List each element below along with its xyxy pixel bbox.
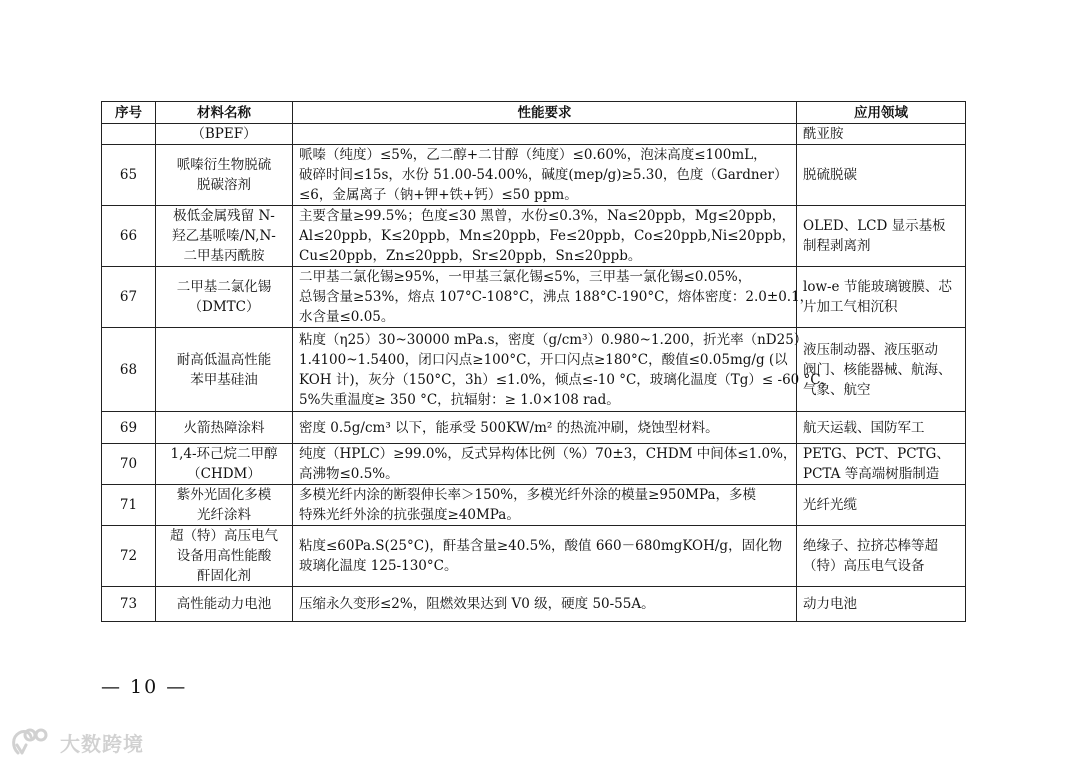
cell-application-line: 制程剥离剂 bbox=[803, 238, 871, 254]
cell-application-line: 航天运载、国防军工 bbox=[803, 419, 925, 436]
cell-performance bbox=[293, 526, 797, 587]
cell-material-name-line: 哌嗪衍生物脱硫 bbox=[176, 157, 272, 173]
cell-performance-line: 哌嗪（纯度）≤5%，乙二醇+二甘醇（纯度）≤0.60%，泡沫高度≤100mL， bbox=[299, 147, 767, 163]
cell-application-line: 绝缘子、拉挤芯棒等超 bbox=[803, 538, 938, 554]
cell-material-name bbox=[156, 485, 293, 526]
cell-application bbox=[797, 124, 966, 145]
cell-performance-line: 1.4100~1.5400，闭口闪点≥100°C，开口闪点≥180°C，酸值≤0.05mg/g (以 bbox=[299, 351, 788, 368]
table-header-row bbox=[102, 102, 966, 124]
cell-material-name bbox=[156, 587, 293, 622]
cell-material-name-line: 羟乙基哌嗪/N,N- bbox=[172, 228, 276, 244]
cell-application-line: PETG、PCT、PCTG、 bbox=[803, 446, 950, 462]
cell-performance-line: 总锡含量≥53%，熔点 107°C-108°C，沸点 188°C-190°C，熔体密度：2.0±0.1， bbox=[299, 289, 814, 305]
cell-performance-line: 纯度（HPLC）≥99.0%，反式异构体比例（%）70±3，CHDM 中间体≤1.0%， bbox=[299, 446, 797, 462]
logo-icon bbox=[10, 727, 54, 757]
cell-material-name-line: （CHDM） bbox=[187, 466, 261, 482]
cell-performance-line: KOH 计)，灰分（150°C，3h）≤1.0%，倾点≤-10 °C，玻璃化温度（Tg）≤ -60 °C， bbox=[299, 371, 835, 388]
cell-material-name-line: 1,4-环己烷二甲醇 bbox=[170, 446, 278, 462]
cell-index: 71 bbox=[102, 485, 156, 526]
cell-performance-line: 5%失重温度≥ 350 °C，抗辐射：≥ 1.0×108 rad。 bbox=[299, 391, 620, 408]
cell-material-name bbox=[156, 267, 293, 328]
cell-application-line: OLED、LCD 显示基板 bbox=[803, 218, 946, 234]
cell-application-line: 液压制动器、液压驱动 bbox=[803, 341, 938, 358]
cell-application-line: 阀门、核能器械、航海、 bbox=[803, 361, 952, 378]
cell-performance bbox=[293, 124, 797, 145]
cell-performance-line: 高沸物≤0.5%。 bbox=[299, 466, 399, 482]
cell-material-name bbox=[156, 328, 293, 412]
cell-index: 65 bbox=[102, 145, 156, 206]
cell-material-name-line: 火箭热障涂料 bbox=[183, 419, 265, 436]
cell-performance-line: 主要含量≥99.5%；色度≤30 黑曾，水份≤0.3%，Na≤20ppb，Mg≤20ppb， bbox=[299, 208, 786, 224]
table-row bbox=[102, 124, 966, 145]
cell-performance bbox=[293, 267, 814, 328]
cell-material-name-line: 二甲基丙酰胺 bbox=[183, 248, 265, 264]
cell-application-line: （特）高压电气设备 bbox=[803, 558, 925, 574]
table-row bbox=[102, 412, 966, 444]
cell-application bbox=[797, 328, 966, 412]
cell-application-line: 动力电池 bbox=[803, 596, 857, 612]
cell-index bbox=[102, 124, 156, 145]
watermark bbox=[10, 726, 144, 758]
header-application: 应用领域 bbox=[797, 102, 966, 124]
header-performance: 性能要求 bbox=[293, 102, 797, 124]
cell-material-name-line: 超（特）高压电气 bbox=[170, 528, 278, 544]
cell-application bbox=[797, 526, 966, 587]
cell-performance bbox=[293, 328, 835, 412]
cell-performance-line: 粘度（η25）30~30000 mPa.s，密度（g/cm³）0.980~1.200，折光率（nD25） bbox=[299, 331, 808, 348]
table-row bbox=[102, 328, 966, 412]
cell-material-name-line: 光纤涂料 bbox=[197, 507, 251, 523]
cell-performance bbox=[293, 485, 797, 526]
cell-material-name-line: 二甲基二氯化锡 bbox=[176, 279, 272, 295]
cell-material-name-line: （BPEF） bbox=[191, 126, 257, 142]
cell-material-name-line: 酐固化剂 bbox=[197, 568, 251, 584]
cell-application-line: 酰亚胺 bbox=[803, 126, 844, 142]
cell-material-name bbox=[156, 145, 293, 206]
table-row bbox=[102, 267, 966, 328]
cell-index: 66 bbox=[102, 206, 156, 267]
cell-index: 68 bbox=[102, 328, 156, 412]
cell-material-name bbox=[156, 124, 293, 145]
cell-material-name-line: （DMTC） bbox=[188, 299, 260, 315]
cell-application bbox=[797, 485, 966, 526]
cell-material-name-line: 极低金属残留 N- bbox=[173, 208, 275, 224]
cell-application-line: 气象、航空 bbox=[803, 381, 871, 398]
cell-performance bbox=[293, 206, 797, 267]
cell-material-name-line: 设备用高性能酸 bbox=[176, 548, 272, 564]
cell-index: 67 bbox=[102, 267, 156, 328]
cell-material-name bbox=[156, 412, 293, 444]
cell-performance bbox=[293, 412, 797, 444]
cell-performance-line: 压缩永久变形≤2%，阻燃效果达到 V0 级，硬度 50-55A。 bbox=[299, 596, 655, 612]
cell-performance-line: 破碎时间≤15s，水份 51.00-54.00%，碱度(mep/g)≥5.30，色度（Gardner） bbox=[299, 167, 788, 183]
cell-performance-line: ≤6，金属离子（钠+钾+铁+钙）≤50 ppm。 bbox=[299, 187, 578, 203]
cell-material-name-line: 耐高低温高性能 bbox=[176, 351, 272, 368]
cell-performance-line: Al≤20ppb，K≤20ppb，Mn≤20ppb，Fe≤20ppb，Co≤20ppb,Ni≤20ppb， bbox=[299, 228, 796, 244]
cell-application-line: 光纤光缆 bbox=[803, 497, 857, 513]
cell-material-name bbox=[156, 444, 293, 485]
cell-index: 73 bbox=[102, 587, 156, 622]
cell-material-name bbox=[156, 526, 293, 587]
table-row bbox=[102, 485, 966, 526]
cell-performance bbox=[293, 444, 797, 485]
cell-application bbox=[797, 267, 966, 328]
cell-application-line: 脱硫脱碳 bbox=[803, 167, 857, 183]
cell-material-name-line: 高性能动力电池 bbox=[176, 596, 272, 612]
cell-application-line: 片加工气相沉积 bbox=[803, 299, 898, 315]
header-material-name: 材料名称 bbox=[156, 102, 293, 124]
cell-index: 69 bbox=[102, 412, 156, 444]
table-row bbox=[102, 145, 966, 206]
header-index: 序号 bbox=[102, 102, 156, 124]
cell-performance-line: 多模光纤内涂的断裂伸长率＞150%，多模光纤外涂的模量≥950MPa，多模 bbox=[299, 487, 757, 503]
cell-material-name bbox=[156, 206, 293, 267]
cell-performance bbox=[293, 587, 797, 622]
cell-material-name-line: 紫外光固化多模 bbox=[176, 487, 272, 503]
cell-material-name-line: 苯甲基硅油 bbox=[190, 371, 258, 388]
page-number: — 10 — bbox=[101, 676, 188, 698]
table-row bbox=[102, 444, 966, 485]
cell-application bbox=[797, 145, 966, 206]
watermark-text: 大数跨境 bbox=[60, 731, 144, 756]
cell-application bbox=[797, 412, 966, 444]
spec-table bbox=[101, 101, 966, 622]
cell-application bbox=[797, 587, 966, 622]
cell-application-line: PCTA 等高端树脂制造 bbox=[803, 466, 940, 482]
table-row bbox=[102, 206, 966, 267]
cell-performance-line: 玻璃化温度 125-130°C。 bbox=[299, 558, 458, 574]
table-row bbox=[102, 587, 966, 622]
cell-performance bbox=[293, 145, 797, 206]
cell-performance-line: 密度 0.5g/cm³ 以下，能承受 500KW/m² 的热流冲刷，烧蚀型材料。 bbox=[299, 419, 719, 436]
cell-performance-line: Cu≤20ppb，Zn≤20ppb，Sr≤20ppb，Sn≤20ppb。 bbox=[299, 248, 642, 264]
cell-performance-line: 水含量≤0.05。 bbox=[299, 309, 395, 325]
table-row bbox=[102, 526, 966, 587]
cell-performance-line: 粘度≤60Pa.S(25°C)，酐基含量≥40.5%，酸值 660－680mgKOH/g，固化物 bbox=[299, 538, 783, 554]
cell-index: 72 bbox=[102, 526, 156, 587]
cell-index: 70 bbox=[102, 444, 156, 485]
cell-application-line: low-e 节能玻璃镀膜、芯 bbox=[803, 279, 952, 295]
cell-application bbox=[797, 444, 966, 485]
cell-application bbox=[797, 206, 966, 267]
cell-material-name-line: 脱碳溶剂 bbox=[197, 177, 251, 193]
cell-performance-line: 特殊光纤外涂的抗张强度≥40MPa。 bbox=[299, 507, 520, 523]
cell-performance-line: 二甲基二氯化锡≥95%，一甲基三氯化锡≤5%，三甲基一氯化锡≤0.05%， bbox=[299, 269, 752, 285]
